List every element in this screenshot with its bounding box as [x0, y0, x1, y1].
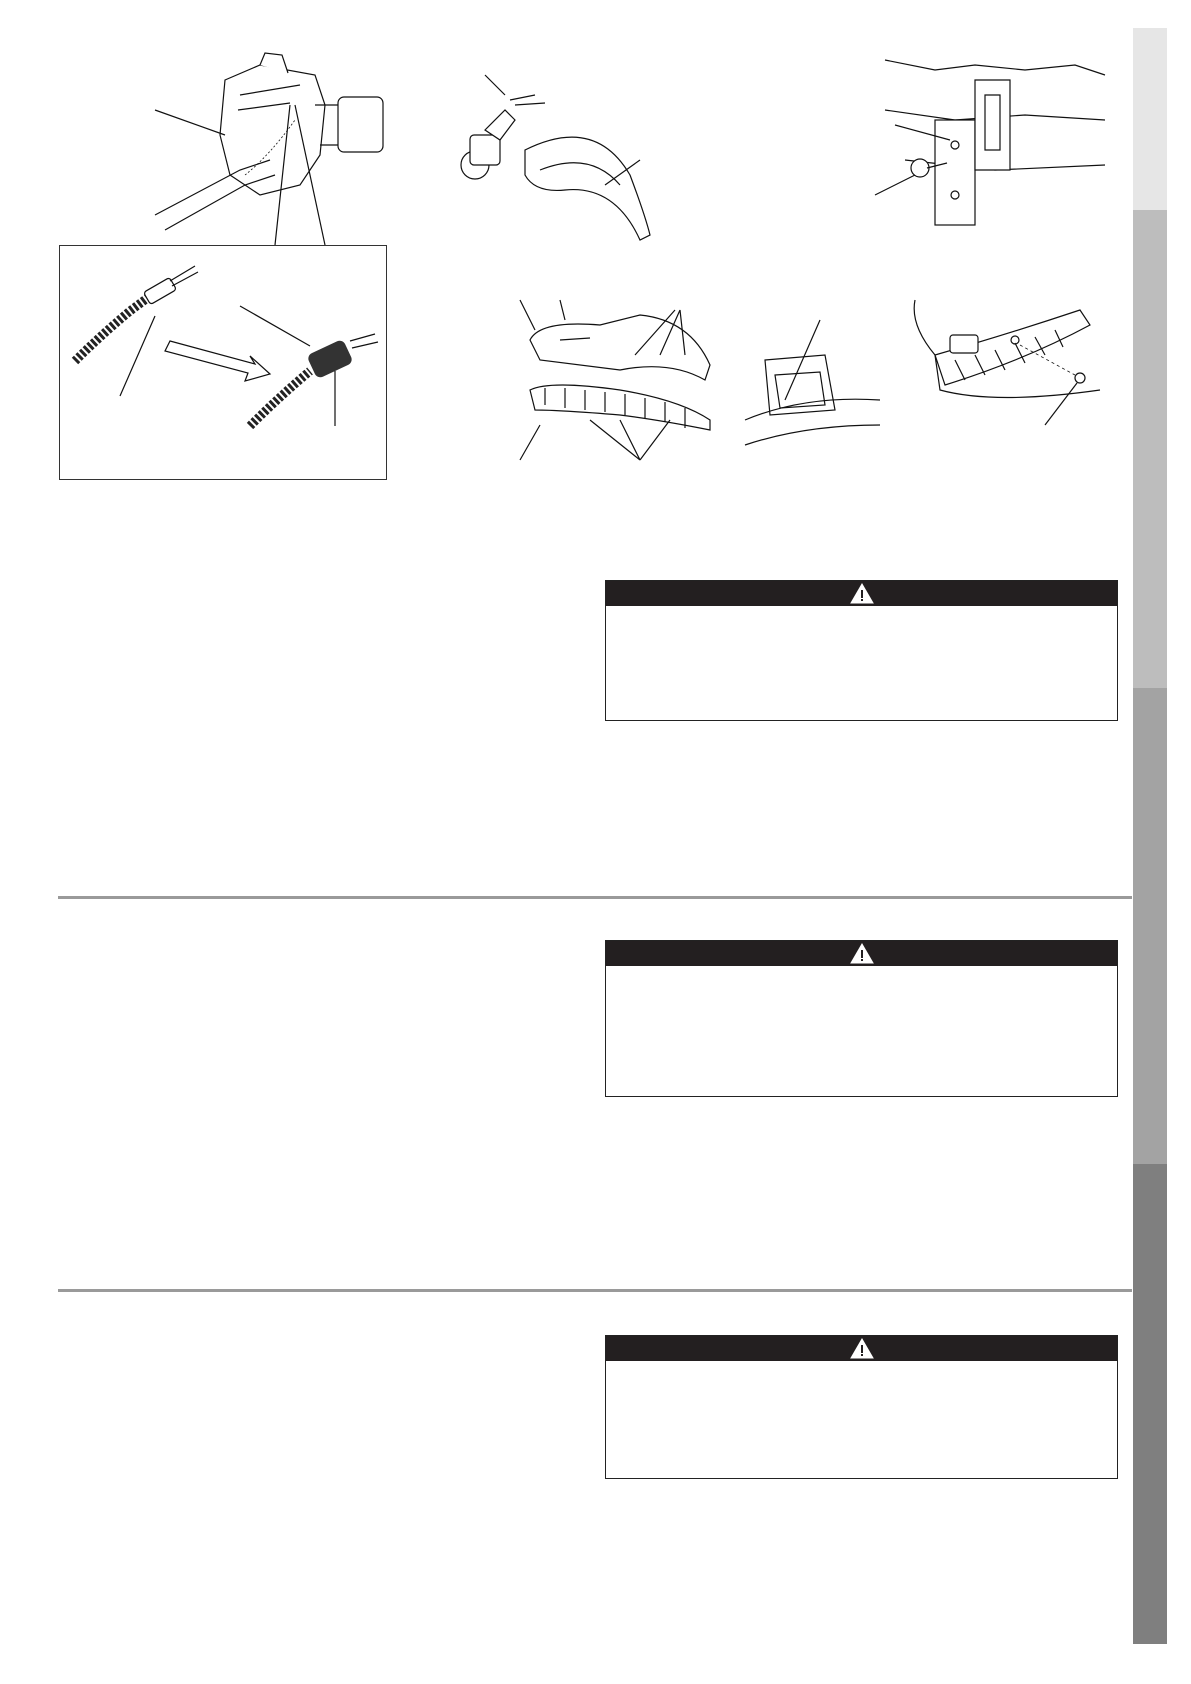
warning-header-2 — [606, 941, 1117, 966]
warning-header-3 — [606, 1336, 1117, 1361]
engine-cable-illustration — [150, 45, 390, 235]
side-tab-1 — [1133, 28, 1167, 210]
side-tab-3 — [1133, 688, 1167, 1164]
guard-parts-illustration — [520, 300, 730, 475]
side-tab-2 — [1133, 210, 1167, 688]
guard-screw-illustration — [905, 295, 1105, 435]
cutting-guard-illustration — [445, 75, 665, 250]
warning-header-1 — [606, 581, 1117, 606]
guard-bracket-illustration — [875, 40, 1105, 230]
clip-detail-illustration — [745, 320, 885, 450]
warning-triangle-icon — [850, 943, 874, 964]
warning-triangle-icon — [850, 583, 874, 604]
side-tab-4 — [1133, 1164, 1167, 1644]
section-divider-1 — [58, 896, 1132, 899]
warning-box-1 — [605, 580, 1118, 721]
warning-box-3 — [605, 1335, 1118, 1479]
cable-inset-box — [59, 245, 387, 480]
warning-triangle-icon — [850, 1338, 874, 1359]
warning-box-2 — [605, 940, 1118, 1097]
section-divider-2 — [58, 1289, 1132, 1292]
